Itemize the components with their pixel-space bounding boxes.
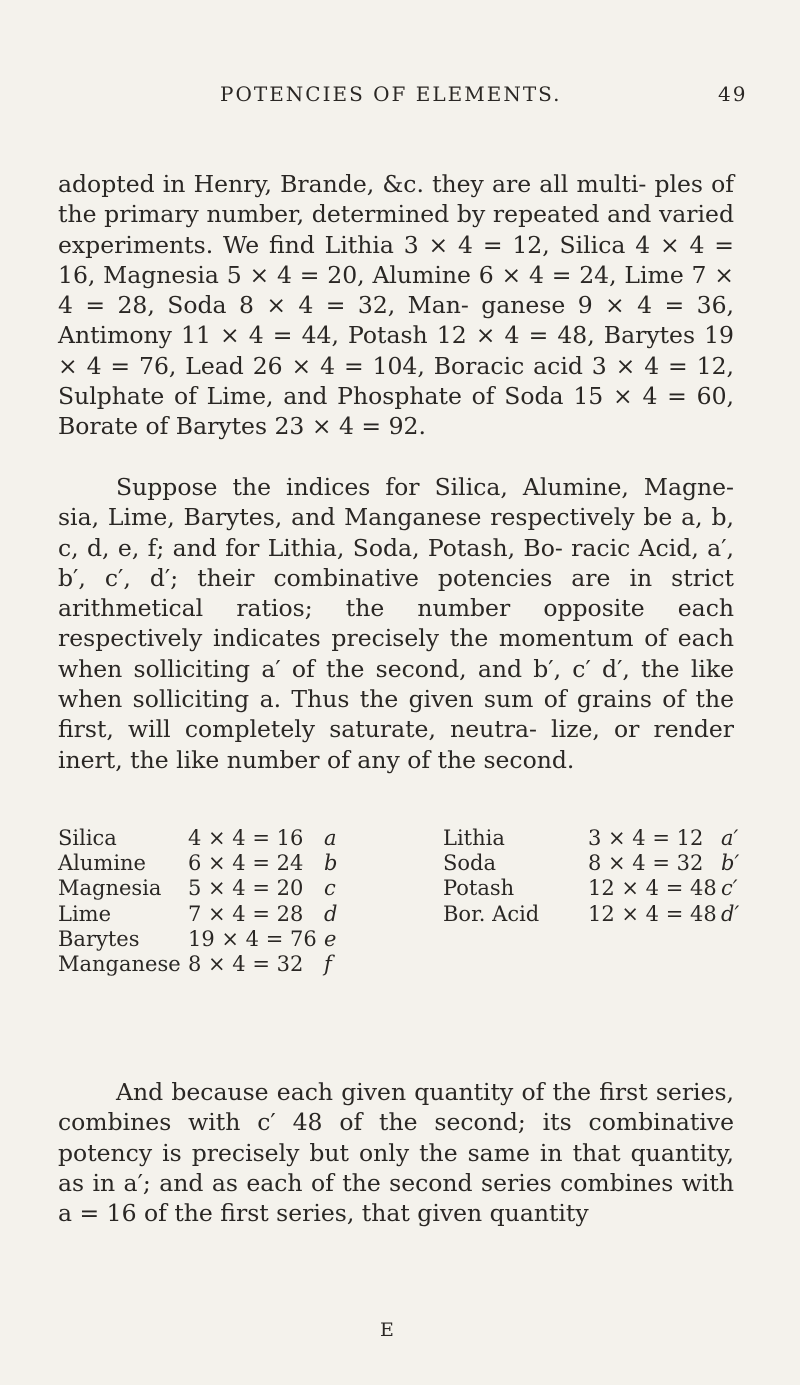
element-symbol: c′: [721, 876, 738, 901]
element-symbol: d′: [721, 901, 740, 926]
element-expression: 12 × 4 = 48: [588, 901, 717, 926]
page-header: [0, 82, 800, 116]
element-name: Lime: [58, 901, 112, 926]
table-row: [58, 902, 388, 927]
element-symbol: e: [324, 926, 337, 951]
element-symbol: d: [324, 901, 338, 926]
element-name: Soda: [443, 851, 496, 876]
paragraph-1: adopted in Henry, Brande, &c. they are all multi- ples of the primary number, determined by repeated and varied experiments. We find Lithia 3 × 4 = 12, Silica 4 × 4 = 16, Magnesia 5 × 4 = 20, Alumine 6 × 4 = 24, Lime 7 × 4 = 28, Soda 8 × 4 = 32, Man- ganese 9 × 4 = 36, Antimony 11 × 4 = 44, Potash 12 × 4 = 48, Barytes 19 × 4 = 76, Lead 26 × 4 = 104, Boracic acid 3 × 4 = 12, Sulphate of Lime, and Phosphate of Soda 15 × 4 = 60, Borate of Barytes 23 × 4 = 92.: [58, 170, 734, 441]
paragraph-2: Suppose the indices for Silica, Alumine, Magne- sia, Lime, Barytes, and Manganese respectively be a, b, c, d, e, f; and for Lithia, Soda, Potash, Bo- racic Acid, a′, b′, c′, d′; their combinative potencies are in strict arithmetical ratios; the number opposite each respectively indicates precisely the momentum of each when solliciting a′ of the second, and b′, c′ d′, the like when solliciting a. Thus the given sum of grains of the first, will completely saturate, neutra- lize, or render inert, the like number of any of the second.: [58, 473, 734, 774]
signature-mark: E: [380, 1319, 395, 1341]
element-name: Alumine: [58, 851, 146, 876]
table-column-second-series: [443, 826, 743, 927]
element-name: Lithia: [443, 826, 505, 850]
element-name: Silica: [58, 826, 117, 850]
element-name: Magnesia: [58, 876, 162, 901]
element-name: Potash: [443, 876, 515, 901]
table-row: [443, 902, 743, 927]
running-head: POTENCIES OF ELEMENTS.: [220, 82, 562, 106]
table-row: [443, 851, 743, 876]
element-symbol: c: [324, 876, 336, 901]
table-row: [58, 927, 388, 952]
table-row: [58, 826, 388, 851]
table-row: [443, 876, 743, 901]
element-expression: 12 × 4 = 48: [588, 876, 717, 901]
element-symbol: b′: [721, 851, 740, 876]
element-symbol: a′: [721, 826, 739, 850]
element-symbol: a: [324, 826, 337, 850]
table-column-first-series: [58, 826, 388, 977]
table-row: [443, 826, 743, 851]
element-name: Manganese: [58, 951, 181, 976]
element-expression: 5 × 4 = 20: [188, 876, 304, 901]
element-expression: 8 × 4 = 32: [188, 951, 304, 976]
table-row: [58, 876, 388, 901]
element-expression: 3 × 4 = 12: [588, 826, 704, 850]
element-symbol: b: [324, 851, 338, 876]
element-expression: 4 × 4 = 16: [188, 826, 304, 850]
paragraph-3: And because each given quantity of the first series, combines with c′ 48 of the second; its combinative potency is precisely but only the same in that quantity, as in a′; and as each of the second series combines with a = 16 of the first series, that given quantity: [58, 1078, 734, 1228]
table-row: [58, 851, 388, 876]
page-number: 49: [718, 82, 748, 106]
element-expression: 8 × 4 = 32: [588, 851, 704, 876]
element-symbol: f: [324, 951, 332, 976]
element-expression: 6 × 4 = 24: [188, 851, 304, 876]
element-expression: 7 × 4 = 28: [188, 901, 304, 926]
element-name: Barytes: [58, 926, 140, 951]
element-name: Bor. Acid: [443, 901, 540, 926]
table-row: [58, 952, 388, 977]
element-expression: 19 × 4 = 76: [188, 926, 317, 951]
